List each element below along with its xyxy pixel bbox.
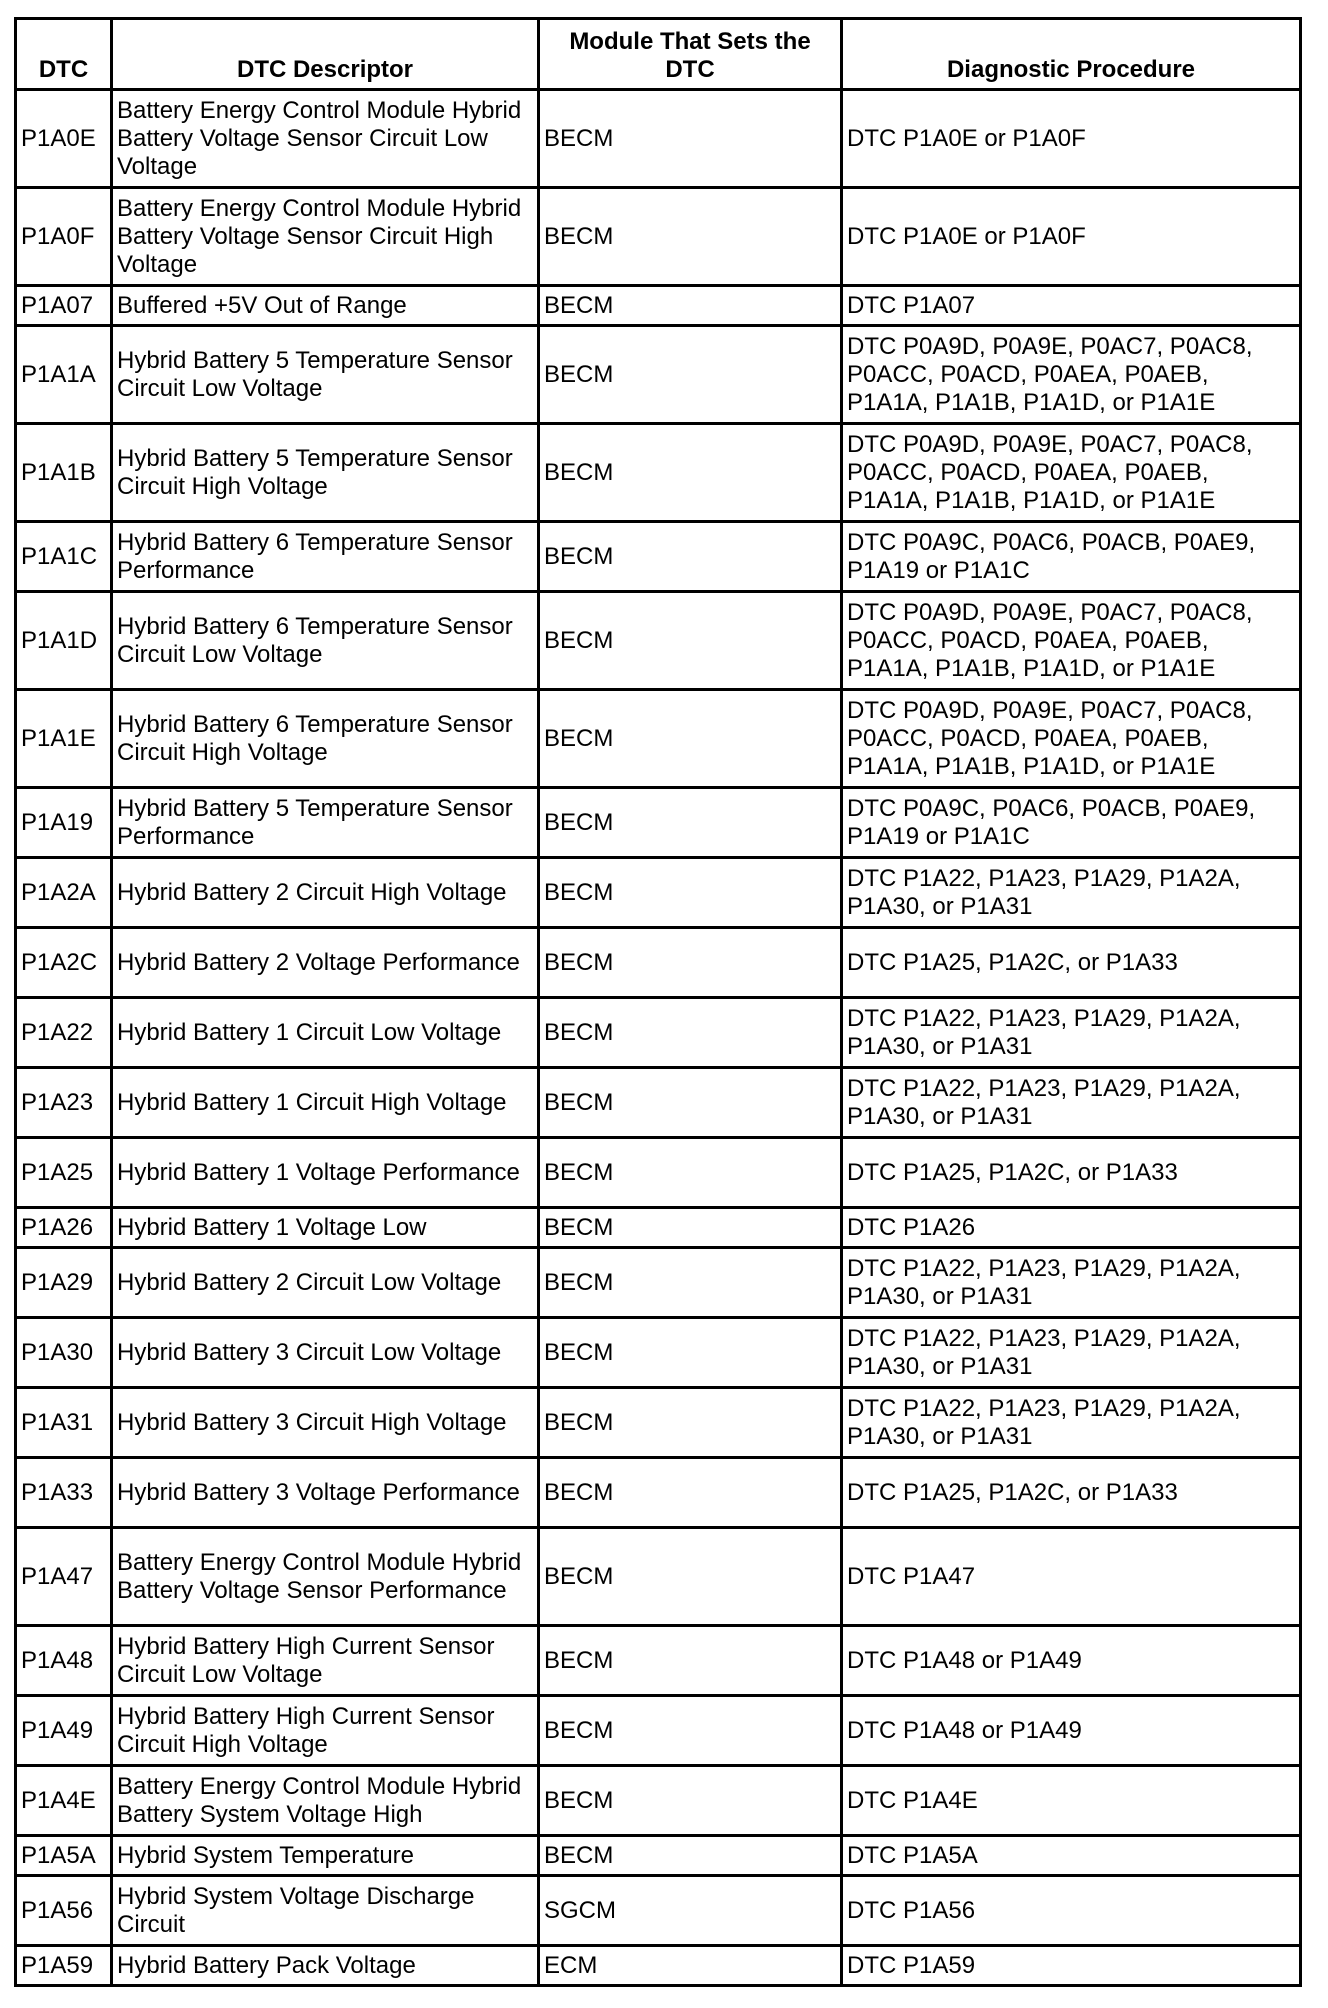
dtc-descriptor-cell: Hybrid Battery 1 Voltage Performance bbox=[112, 1138, 539, 1208]
module-cell: BECM bbox=[539, 858, 842, 928]
diagnostic-procedure-cell: DTC P1A25, P1A2C, or P1A33 bbox=[842, 1458, 1301, 1528]
dtc-code-cell: P1A1D bbox=[16, 592, 112, 690]
dtc-descriptor-cell: Hybrid Battery 1 Voltage Low bbox=[112, 1208, 539, 1248]
dtc-descriptor-cell: Hybrid Battery 6 Temperature Sensor Circuit High Voltage bbox=[112, 690, 539, 788]
diagnostic-procedure-cell: DTC P0A9D, P0A9E, P0AC7, P0AC8, P0ACC, P0ACD, P0AEA, P0AEB, P1A1A, P1A1B, P1A1D, or P1A1E bbox=[842, 424, 1301, 522]
header-procedure: Diagnostic Procedure bbox=[842, 19, 1301, 90]
diagnostic-procedure-cell: DTC P1A56 bbox=[842, 1876, 1301, 1946]
table-row bbox=[16, 326, 1301, 424]
dtc-code-cell: P1A0E bbox=[16, 90, 112, 188]
header-dtc: DTC bbox=[16, 19, 112, 90]
diagnostic-procedure-cell: DTC P1A22, P1A23, P1A29, P1A2A, P1A30, or P1A31 bbox=[842, 858, 1301, 928]
dtc-code-cell: P1A59 bbox=[16, 1946, 112, 1986]
dtc-table bbox=[14, 17, 1302, 1987]
dtc-code-cell: P1A49 bbox=[16, 1696, 112, 1766]
dtc-code-cell: P1A4E bbox=[16, 1766, 112, 1836]
module-cell: BECM bbox=[539, 1766, 842, 1836]
table-row bbox=[16, 1458, 1301, 1528]
diagnostic-procedure-cell: DTC P1A59 bbox=[842, 1946, 1301, 1986]
module-cell: BECM bbox=[539, 928, 842, 998]
module-cell: BECM bbox=[539, 1388, 842, 1458]
table-row bbox=[16, 1068, 1301, 1138]
dtc-descriptor-cell: Hybrid Battery 5 Temperature Sensor Performance bbox=[112, 788, 539, 858]
dtc-code-cell: P1A1C bbox=[16, 522, 112, 592]
module-cell: SGCM bbox=[539, 1876, 842, 1946]
module-cell: BECM bbox=[539, 1836, 842, 1876]
diagnostic-procedure-cell: DTC P0A9C, P0AC6, P0ACB, P0AE9, P1A19 or P1A1C bbox=[842, 522, 1301, 592]
diagnostic-procedure-cell: DTC P1A48 or P1A49 bbox=[842, 1696, 1301, 1766]
dtc-descriptor-cell: Hybrid System Temperature bbox=[112, 1836, 539, 1876]
dtc-code-cell: P1A1E bbox=[16, 690, 112, 788]
dtc-descriptor-cell: Hybrid Battery 2 Circuit High Voltage bbox=[112, 858, 539, 928]
dtc-code-cell: P1A26 bbox=[16, 1208, 112, 1248]
module-cell: BECM bbox=[539, 998, 842, 1068]
diagnostic-procedure-cell: DTC P1A25, P1A2C, or P1A33 bbox=[842, 928, 1301, 998]
dtc-descriptor-cell: Hybrid Battery High Current Sensor Circuit High Voltage bbox=[112, 1696, 539, 1766]
module-cell: BECM bbox=[539, 1208, 842, 1248]
header-module: Module That Sets the DTC bbox=[539, 19, 842, 90]
diagnostic-procedure-cell: DTC P1A22, P1A23, P1A29, P1A2A, P1A30, or P1A31 bbox=[842, 998, 1301, 1068]
table-row bbox=[16, 1946, 1301, 1986]
dtc-descriptor-cell: Battery Energy Control Module Hybrid Battery Voltage Sensor Performance bbox=[112, 1528, 539, 1626]
dtc-descriptor-cell: Hybrid Battery 5 Temperature Sensor Circuit Low Voltage bbox=[112, 326, 539, 424]
diagnostic-procedure-cell: DTC P1A0E or P1A0F bbox=[842, 188, 1301, 286]
dtc-code-cell: P1A30 bbox=[16, 1318, 112, 1388]
dtc-descriptor-cell: Hybrid Battery Pack Voltage bbox=[112, 1946, 539, 1986]
module-cell: BECM bbox=[539, 326, 842, 424]
diagnostic-procedure-cell: DTC P1A4E bbox=[842, 1766, 1301, 1836]
diagnostic-procedure-cell: DTC P1A07 bbox=[842, 286, 1301, 326]
module-cell: BECM bbox=[539, 1458, 842, 1528]
dtc-code-cell: P1A19 bbox=[16, 788, 112, 858]
dtc-code-cell: P1A2A bbox=[16, 858, 112, 928]
dtc-code-cell: P1A1B bbox=[16, 424, 112, 522]
table-row bbox=[16, 188, 1301, 286]
table-row bbox=[16, 286, 1301, 326]
module-cell: BECM bbox=[539, 1068, 842, 1138]
module-cell: BECM bbox=[539, 788, 842, 858]
module-cell: BECM bbox=[539, 1626, 842, 1696]
table-row bbox=[16, 858, 1301, 928]
diagnostic-procedure-cell: DTC P1A25, P1A2C, or P1A33 bbox=[842, 1138, 1301, 1208]
module-cell: BECM bbox=[539, 690, 842, 788]
dtc-code-cell: P1A1A bbox=[16, 326, 112, 424]
dtc-descriptor-cell: Hybrid Battery 3 Circuit Low Voltage bbox=[112, 1318, 539, 1388]
dtc-code-cell: P1A2C bbox=[16, 928, 112, 998]
table-row bbox=[16, 998, 1301, 1068]
module-cell: BECM bbox=[539, 188, 842, 286]
table-row bbox=[16, 788, 1301, 858]
dtc-descriptor-cell: Battery Energy Control Module Hybrid Battery System Voltage High bbox=[112, 1766, 539, 1836]
header-row bbox=[16, 19, 1301, 90]
module-cell: BECM bbox=[539, 592, 842, 690]
dtc-code-cell: P1A22 bbox=[16, 998, 112, 1068]
diagnostic-procedure-cell: DTC P0A9D, P0A9E, P0AC7, P0AC8, P0ACC, P0ACD, P0AEA, P0AEB, P1A1A, P1A1B, P1A1D, or P1A1E bbox=[842, 326, 1301, 424]
module-cell: BECM bbox=[539, 1248, 842, 1318]
module-cell: BECM bbox=[539, 522, 842, 592]
diagnostic-procedure-cell: DTC P1A22, P1A23, P1A29, P1A2A, P1A30, or P1A31 bbox=[842, 1318, 1301, 1388]
module-cell: BECM bbox=[539, 90, 842, 188]
diagnostic-procedure-cell: DTC P1A5A bbox=[842, 1836, 1301, 1876]
dtc-descriptor-cell: Hybrid Battery 2 Circuit Low Voltage bbox=[112, 1248, 539, 1318]
diagnostic-procedure-cell: DTC P0A9D, P0A9E, P0AC7, P0AC8, P0ACC, P0ACD, P0AEA, P0AEB, P1A1A, P1A1B, P1A1D, or P1A1E bbox=[842, 690, 1301, 788]
dtc-code-cell: P1A48 bbox=[16, 1626, 112, 1696]
diagnostic-procedure-cell: DTC P1A0E or P1A0F bbox=[842, 90, 1301, 188]
dtc-descriptor-cell: Hybrid Battery 6 Temperature Sensor Performance bbox=[112, 522, 539, 592]
dtc-descriptor-cell: Hybrid Battery 1 Circuit High Voltage bbox=[112, 1068, 539, 1138]
table-row bbox=[16, 1766, 1301, 1836]
diagnostic-procedure-cell: DTC P1A26 bbox=[842, 1208, 1301, 1248]
dtc-code-cell: P1A25 bbox=[16, 1138, 112, 1208]
module-cell: BECM bbox=[539, 286, 842, 326]
dtc-code-cell: P1A31 bbox=[16, 1388, 112, 1458]
table-row bbox=[16, 1528, 1301, 1626]
dtc-descriptor-cell: Hybrid Battery 2 Voltage Performance bbox=[112, 928, 539, 998]
module-cell: BECM bbox=[539, 1528, 842, 1626]
table-row bbox=[16, 1836, 1301, 1876]
dtc-code-cell: P1A29 bbox=[16, 1248, 112, 1318]
module-cell: BECM bbox=[539, 1138, 842, 1208]
table-row bbox=[16, 1208, 1301, 1248]
dtc-code-cell: P1A56 bbox=[16, 1876, 112, 1946]
table-row bbox=[16, 1876, 1301, 1946]
dtc-code-cell: P1A33 bbox=[16, 1458, 112, 1528]
table-header bbox=[16, 19, 1301, 90]
diagnostic-procedure-cell: DTC P1A22, P1A23, P1A29, P1A2A, P1A30, or P1A31 bbox=[842, 1248, 1301, 1318]
diagnostic-procedure-cell: DTC P1A22, P1A23, P1A29, P1A2A, P1A30, or P1A31 bbox=[842, 1388, 1301, 1458]
table-row bbox=[16, 90, 1301, 188]
dtc-descriptor-cell: Hybrid System Voltage Discharge Circuit bbox=[112, 1876, 539, 1946]
table-row bbox=[16, 690, 1301, 788]
diagnostic-procedure-cell: DTC P1A48 or P1A49 bbox=[842, 1626, 1301, 1696]
dtc-descriptor-cell: Hybrid Battery 3 Voltage Performance bbox=[112, 1458, 539, 1528]
diagnostic-procedure-cell: DTC P0A9C, P0AC6, P0ACB, P0AE9, P1A19 or P1A1C bbox=[842, 788, 1301, 858]
table-row bbox=[16, 1138, 1301, 1208]
module-cell: BECM bbox=[539, 424, 842, 522]
module-cell: ECM bbox=[539, 1946, 842, 1986]
module-cell: BECM bbox=[539, 1318, 842, 1388]
table-row bbox=[16, 592, 1301, 690]
dtc-code-cell: P1A47 bbox=[16, 1528, 112, 1626]
dtc-code-cell: P1A07 bbox=[16, 286, 112, 326]
table-body bbox=[16, 90, 1301, 1986]
dtc-descriptor-cell: Hybrid Battery 1 Circuit Low Voltage bbox=[112, 998, 539, 1068]
table-row bbox=[16, 1696, 1301, 1766]
table-row bbox=[16, 522, 1301, 592]
table-row bbox=[16, 424, 1301, 522]
dtc-descriptor-cell: Buffered +5V Out of Range bbox=[112, 286, 539, 326]
table-row bbox=[16, 1388, 1301, 1458]
dtc-descriptor-cell: Hybrid Battery High Current Sensor Circuit Low Voltage bbox=[112, 1626, 539, 1696]
table-row bbox=[16, 928, 1301, 998]
diagnostic-procedure-cell: DTC P1A22, P1A23, P1A29, P1A2A, P1A30, or P1A31 bbox=[842, 1068, 1301, 1138]
dtc-code-cell: P1A5A bbox=[16, 1836, 112, 1876]
table-row bbox=[16, 1248, 1301, 1318]
table-row bbox=[16, 1318, 1301, 1388]
module-cell: BECM bbox=[539, 1696, 842, 1766]
dtc-code-cell: P1A0F bbox=[16, 188, 112, 286]
diagnostic-procedure-cell: DTC P0A9D, P0A9E, P0AC7, P0AC8, P0ACC, P0ACD, P0AEA, P0AEB, P1A1A, P1A1B, P1A1D, or P1A1E bbox=[842, 592, 1301, 690]
dtc-descriptor-cell: Hybrid Battery 6 Temperature Sensor Circuit Low Voltage bbox=[112, 592, 539, 690]
dtc-descriptor-cell: Hybrid Battery 3 Circuit High Voltage bbox=[112, 1388, 539, 1458]
table-row bbox=[16, 1626, 1301, 1696]
dtc-descriptor-cell: Battery Energy Control Module Hybrid Battery Voltage Sensor Circuit Low Voltage bbox=[112, 90, 539, 188]
header-descriptor: DTC Descriptor bbox=[112, 19, 539, 90]
dtc-code-cell: P1A23 bbox=[16, 1068, 112, 1138]
diagnostic-procedure-cell: DTC P1A47 bbox=[842, 1528, 1301, 1626]
dtc-descriptor-cell: Hybrid Battery 5 Temperature Sensor Circuit High Voltage bbox=[112, 424, 539, 522]
dtc-descriptor-cell: Battery Energy Control Module Hybrid Battery Voltage Sensor Circuit High Voltage bbox=[112, 188, 539, 286]
